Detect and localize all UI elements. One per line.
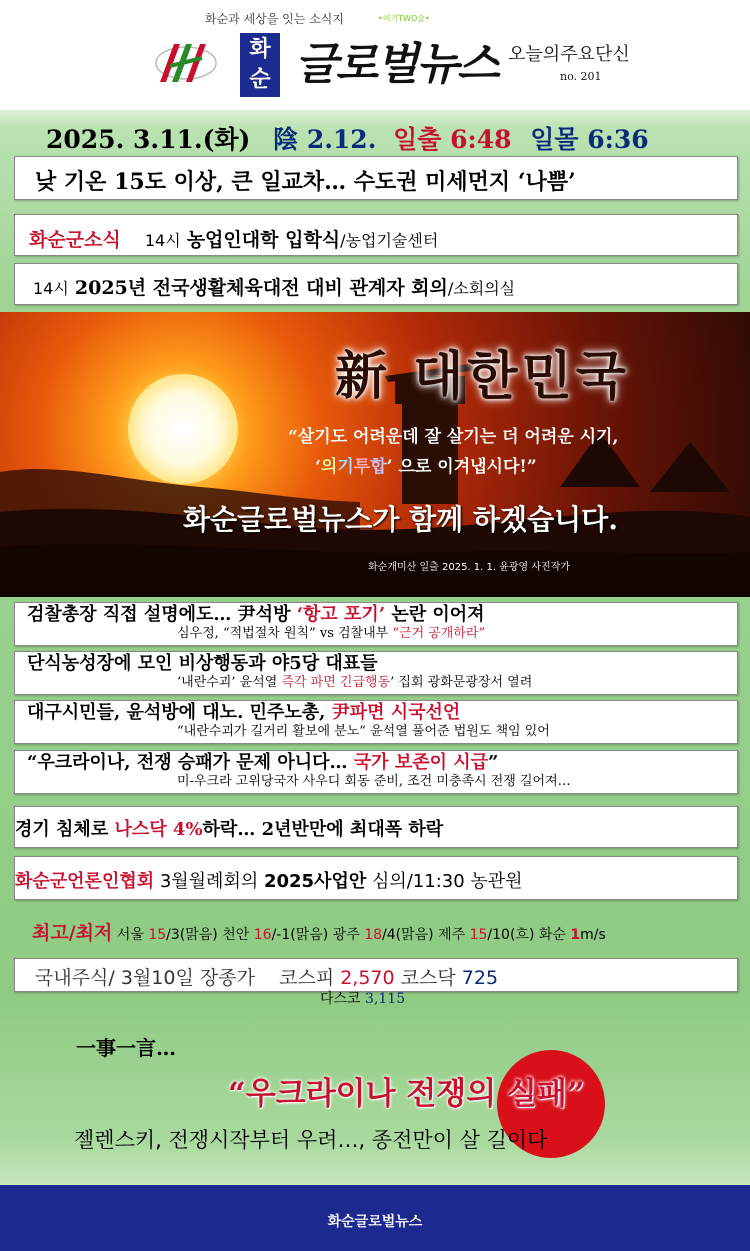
sunrise: 일출 6:48	[393, 125, 512, 154]
kospi-value: 2,570	[340, 967, 395, 989]
news-subline: 심우정, “적법절차 원칙” vs 검찰내부 “근거 공개하라”	[177, 626, 486, 641]
news-subline: 미-우크라 고위당국자 사우디 회동 준비, 조건 미충족시 전쟁 길어져…	[177, 774, 571, 789]
photo-credit: 화순개미산 일출 2025. 1. 1. 윤광영 사진작가	[368, 562, 571, 573]
news-headline: 대구시민들, 윤석방에 대노. 민주노총, 尹파면 시국선언	[27, 702, 461, 723]
brand-name: 글로벌뉴스	[295, 39, 498, 90]
stock-box	[14, 958, 738, 992]
date: 2025. 3.11.(화)	[46, 125, 251, 154]
issue-number: no. 201	[560, 70, 602, 83]
footer-bar	[0, 1185, 750, 1251]
county-news-place: /농업기술센터	[340, 231, 439, 250]
tagline: 화순과 세상을 잇는 소식지	[205, 12, 344, 26]
ilsa-title: “우크라이나 전쟁의 실패”	[228, 1076, 585, 1112]
news-subline: “내란수괴가 길거리 활보에 분노” 윤석열 풀어준 법원도 책임 있어	[177, 724, 550, 739]
news-headline: 단식농성장에 모인 비상행동과 야5당 대표들	[27, 653, 378, 674]
lunar-date: 陰 2.12.	[273, 125, 377, 154]
kospi-label: 코스피	[279, 967, 335, 989]
date-line	[46, 120, 649, 156]
county-news-place: /소회의실	[447, 279, 516, 298]
banner-slogan: 화순글로벌뉴스가 함께 하겠습니다.	[183, 503, 618, 536]
quote-word-3: 투	[353, 457, 371, 477]
county-news-time: 14시	[144, 231, 181, 250]
news-headline: 검찰총장 직접 설명에도… 尹석방 ‘항고 포기’ 논란 이어져	[27, 604, 485, 625]
county-news-2	[14, 263, 738, 305]
market-news: 경기 침체로 나스닥 4%하락… 2년반만에 최대폭 하락	[14, 806, 738, 848]
banner-title: 新 대한민국	[335, 346, 631, 407]
dow-line: 다스코 3,115	[320, 991, 406, 1007]
sunrise-banner	[0, 312, 750, 597]
kosdaq-value: 725	[461, 967, 499, 989]
sun-glow	[128, 374, 238, 484]
news-item	[14, 602, 738, 646]
quote-word-2: 기	[337, 457, 354, 477]
temperature-label: 최고/최저	[32, 922, 113, 944]
news-item	[14, 700, 738, 744]
quote-word-1: 의	[320, 457, 338, 477]
hwasun-bottom: 순	[249, 67, 271, 92]
today-title: 오늘의주요단신	[508, 44, 630, 65]
news-item	[14, 651, 738, 695]
sunset: 일몰 6:36	[530, 125, 649, 154]
news-item	[14, 750, 738, 794]
banner-quote-line2	[315, 452, 537, 477]
kosdaq-label: 코스닥	[400, 967, 456, 989]
county-news-title: 2025년 전국생활체육대전 대비 관계자 회의	[74, 277, 448, 299]
press-meeting-label: 화순군언론인협회	[15, 871, 155, 892]
masthead	[0, 0, 750, 110]
news-headline: “우크라이나, 전쟁 승패가 문제 아니다… 국가 보존이 시급”	[27, 752, 499, 773]
quote-open: ‘	[315, 457, 321, 477]
ilsa-subtitle: 젤렌스키, 전쟁시작부터 우려…, 종전만이 살 길이다	[74, 1128, 548, 1152]
press-meeting: 화순군언론인협회 3월월례회의 2025사업안 심의/11:30 농관원	[14, 856, 738, 900]
tagline-sub: •이기TWO술•	[378, 14, 430, 23]
banner-quote-line1: “살기도 어려운데 잘 살기는 더 어려운 시기,	[288, 427, 619, 447]
news-subline: ‘내란수괴’ 윤석열 즉각 파면 긴급행동’ 집회 광화문광장서 열려	[177, 675, 533, 690]
ilsa-label: 一事一言…	[76, 1036, 176, 1060]
hwasun-box	[240, 33, 280, 97]
county-news-1	[14, 214, 738, 256]
newspaper-logo-icon	[150, 38, 220, 88]
quote-word-4: 합	[370, 457, 387, 477]
county-news-label: 화순군소식	[29, 229, 121, 251]
weather-headline: 낮 기온 15도 이상, 큰 일교차… 수도권 미세먼지 ‘나쁨’	[14, 156, 738, 200]
temperature-line: 최고/최저 서울 15/3(맑음) 천안 16/-1(맑음) 광주 18/4(맑음) 제주 15/10(흐) 화순 1m/s	[32, 922, 606, 944]
quote-close: ’ 으로 이겨냅시다!”	[386, 457, 537, 477]
county-news-title: 농업인대학 입학식	[186, 229, 341, 251]
stock-label: 국내주식/ 3월10일 장종가	[35, 967, 255, 989]
footer-text: 화순글로벌뉴스	[327, 1214, 423, 1230]
county-news-time: 14시	[33, 279, 69, 298]
hwasun-top: 화	[249, 37, 271, 62]
